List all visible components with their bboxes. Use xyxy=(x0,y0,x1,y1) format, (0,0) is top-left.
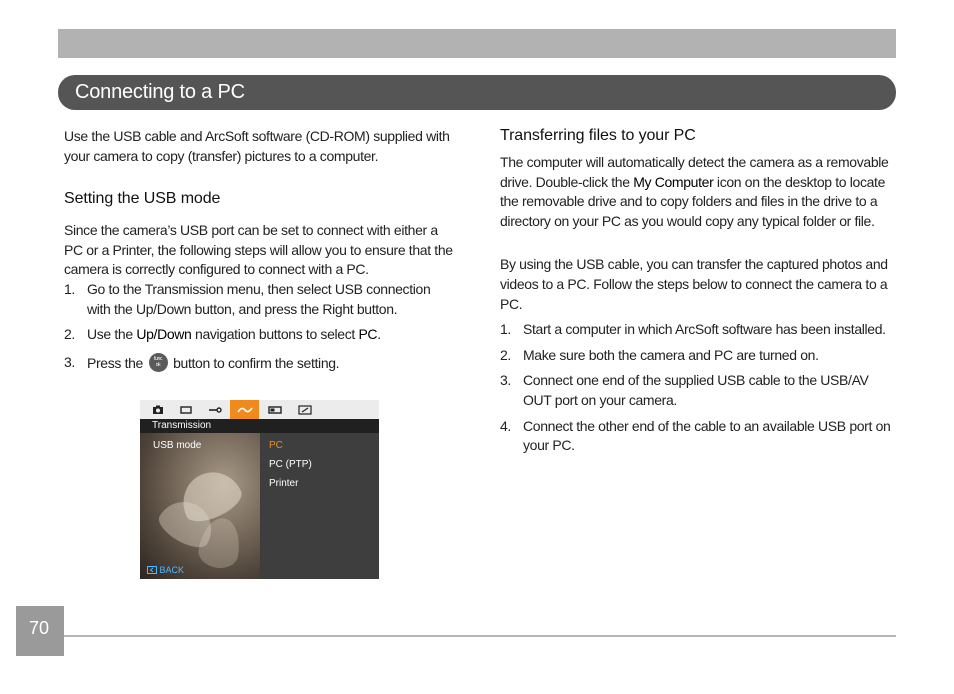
flower-photo xyxy=(140,433,260,579)
func-ok-button-icon xyxy=(149,353,168,372)
updown-keyword: Up/Down xyxy=(136,326,192,343)
transfer-paragraph: The computer will automatically detect the camera as a removable drive. Double-click the My Computer icon on the desktop to locate the removable drive and to copy folders and files in the drive to a directory on your PC as you would copy any typical folder or file. xyxy=(500,154,889,229)
usb-steps-list xyxy=(64,280,454,373)
usb-mode-options xyxy=(261,433,379,579)
usb-transfer-paragraph: By using the USB cable, you can transfer the captured photos and videos to a PC. Follow the steps below to connect the camera to a PC. xyxy=(500,256,888,312)
left-column xyxy=(64,127,454,373)
list-item: 4. Connect the other end of the cable to an available USB port on your PC. xyxy=(500,417,891,454)
my-computer-keyword: My Computer xyxy=(633,173,714,190)
video-icon xyxy=(171,400,200,419)
intro-paragraph: Use the USB cable and ArcSoft software (CD-ROM) supplied with your camera to copy (transfer) pictures to a computer. xyxy=(64,128,450,164)
edit-icon xyxy=(290,400,319,419)
list-item: 2. Use the Up/Down navigation buttons to select PC. xyxy=(64,326,381,343)
pc-keyword: PC xyxy=(358,326,378,343)
camera-screen-illustration xyxy=(140,400,379,579)
option-pc: PC xyxy=(269,440,283,451)
top-gray-band xyxy=(58,29,896,58)
footer-divider xyxy=(64,635,896,637)
transfer-heading: Transferring files to your PC xyxy=(500,127,696,144)
list-item: 2. Make sure both the camera and PC are turned on. xyxy=(500,346,819,363)
connect-steps-list xyxy=(500,320,895,456)
list-item: 1. Start a computer in which ArcSoft software has been installed. xyxy=(500,321,886,338)
usb-mode-paragraph: Since the camera’s USB port can be set to connect with either a PC or a Printer, the following steps will allow you to ensure that the camera is correctly configured to connect with a PC. xyxy=(64,222,453,278)
list-item: 3. Press the func ok button to confirm the setting. xyxy=(64,353,454,374)
display-icon xyxy=(260,400,289,419)
usb-mode-heading: Setting the USB mode xyxy=(64,190,221,208)
usb-mode-label: USB mode xyxy=(153,440,202,451)
option-printer: Printer xyxy=(269,478,299,489)
right-column xyxy=(500,127,895,456)
camera-menu-tabs xyxy=(140,400,379,419)
back-arrow-icon xyxy=(147,566,157,574)
tools-icon xyxy=(200,400,229,419)
camera-menu-header: Transmission xyxy=(140,419,379,433)
camera-icon xyxy=(143,400,172,419)
list-item: 3. Connect one end of the supplied USB cable to the USB/AV OUT port on your camera. xyxy=(500,372,869,408)
back-hint: BACK xyxy=(147,565,184,575)
section-title-bar xyxy=(58,75,896,110)
list-item: 1. Go to the Transmission menu, then select USB connection with the Up/Down button, and press the Right button. xyxy=(64,280,431,317)
option-pc-ptp: PC (PTP) xyxy=(269,459,312,470)
transmission-icon xyxy=(230,400,259,419)
page-number: 70 xyxy=(29,618,50,638)
page-number-box xyxy=(16,606,64,656)
page-title: Connecting to a PC xyxy=(75,81,245,103)
